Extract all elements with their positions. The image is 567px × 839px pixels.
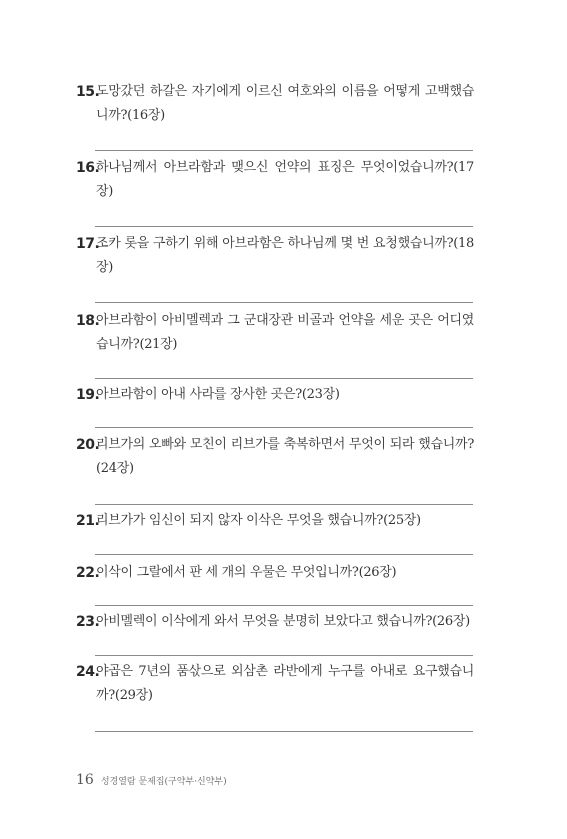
question-number: 15. xyxy=(76,84,100,100)
question-number: 22. xyxy=(76,565,100,581)
question-number: 21. xyxy=(76,513,100,529)
question-21 xyxy=(76,509,474,533)
answer-line[interactable] xyxy=(95,731,473,732)
question-text: 조카 롯을 구하기 위해 아브라함은 하나님께 몇 번 요청했습니까?(18장) xyxy=(96,236,474,275)
answer-line[interactable] xyxy=(95,427,473,428)
answer-line[interactable] xyxy=(95,605,473,606)
question-number: 23. xyxy=(76,614,100,630)
question-text: 야곱은 7년의 품삯으로 외삼촌 라반에게 누구를 아내로 요구했습니까?(29장) xyxy=(96,664,474,703)
question-15 xyxy=(76,80,474,128)
question-text: 아브라함이 아내 사라를 장사한 곳은?(23장) xyxy=(96,387,340,402)
page-footer xyxy=(76,772,227,788)
question-text: 아비멜렉이 이삭에게 와서 무엇을 분명히 보았다고 했습니까?(26장) xyxy=(96,614,470,629)
question-number: 18. xyxy=(76,313,100,329)
question-24 xyxy=(76,660,474,708)
question-text: 아브라함이 아비멜렉과 그 군대장관 비골과 언약을 세운 곳은 어디였습니까?(21장) xyxy=(96,313,474,352)
question-18 xyxy=(76,309,474,357)
question-17 xyxy=(76,232,474,280)
question-text: 리브가가 임신이 되지 않자 이삭은 무엇을 했습니까?(25장) xyxy=(96,513,421,528)
question-number: 20. xyxy=(76,437,100,453)
question-16 xyxy=(76,156,474,204)
answer-line[interactable] xyxy=(95,150,473,151)
answer-line[interactable] xyxy=(95,378,473,379)
question-text: 리브가의 오빠와 모친이 리브가를 축복하면서 무엇이 되라 했습니까?(24장) xyxy=(96,437,474,476)
question-19 xyxy=(76,383,474,407)
book-title: 성경열람 문제집(구약부·신약부) xyxy=(100,777,227,787)
answer-line[interactable] xyxy=(95,655,473,656)
question-text: 이삭이 그랄에서 판 세 개의 우물은 무엇입니까?(26장) xyxy=(96,565,397,580)
question-number: 16. xyxy=(76,160,100,176)
answer-line[interactable] xyxy=(95,554,473,555)
page-number: 16 xyxy=(76,772,94,788)
answer-line[interactable] xyxy=(95,504,473,505)
question-23 xyxy=(76,610,474,634)
question-20 xyxy=(76,433,474,481)
answer-line[interactable] xyxy=(95,302,473,303)
question-number: 24. xyxy=(76,664,100,680)
answer-line[interactable] xyxy=(95,226,473,227)
question-number: 19. xyxy=(76,387,100,403)
question-22 xyxy=(76,561,474,585)
question-number: 17. xyxy=(76,236,100,252)
question-text: 도망갔던 하갈은 자기에게 이르신 여호와의 이름을 어떻게 고백했습니까?(16장) xyxy=(96,84,474,123)
question-text: 하나님께서 아브라함과 맺으신 언약의 표징은 무엇이었습니까?(17장) xyxy=(96,160,474,199)
